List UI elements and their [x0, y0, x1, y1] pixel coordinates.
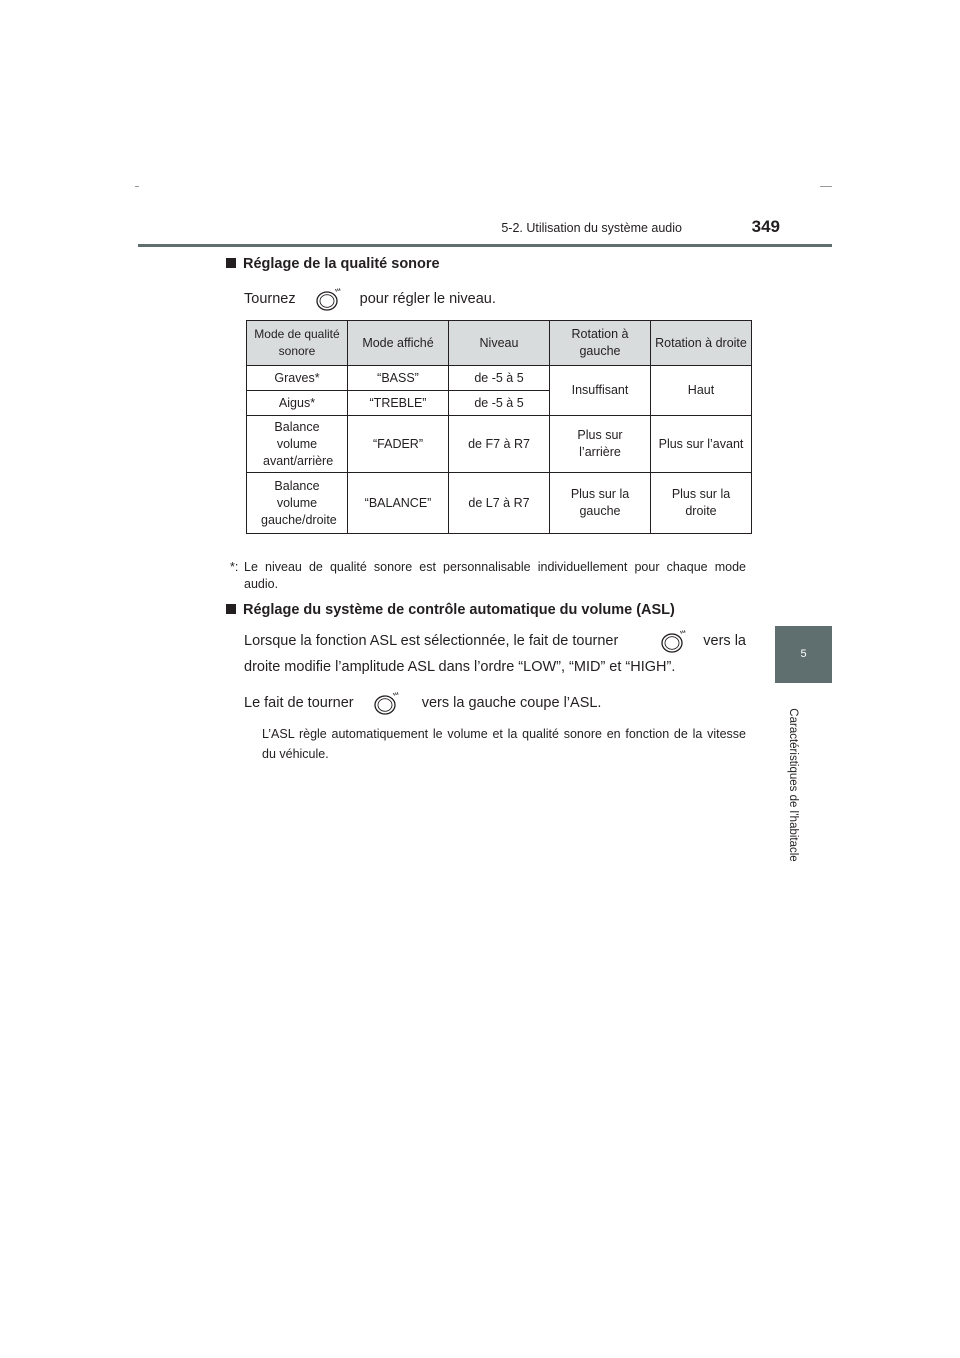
- table-cell: Balance volume avant/arrière: [247, 416, 348, 473]
- instruction-line: [244, 286, 496, 312]
- table-cell: “FADER”: [348, 416, 449, 473]
- asl-paragraph-1-line1: [244, 628, 746, 654]
- header-section-title: 5-2. Utilisation du système audio: [501, 221, 682, 235]
- section-title-sound-quality: [226, 256, 440, 272]
- tune-knob-icon: [372, 690, 400, 716]
- table-cell: Haut: [651, 366, 752, 416]
- instruction-before: Tournez: [244, 290, 296, 307]
- table-header-cell: Niveau: [449, 321, 550, 366]
- chapter-tab: 5: [775, 626, 832, 683]
- table-cell: Graves*: [247, 366, 348, 391]
- section-title-asl: [226, 602, 675, 618]
- table-header-row: [247, 321, 752, 366]
- table-header-cell: Mode affiché: [348, 321, 449, 366]
- page-number: 349: [751, 217, 780, 236]
- asl-paragraph-2: [244, 690, 601, 716]
- table-cell: Plus sur la gauche: [550, 473, 651, 534]
- asl-para2-after: vers la gauche coupe l’ASL.: [421, 695, 602, 711]
- table-cell: Aigus*: [247, 391, 348, 416]
- instruction-after: pour régler le niveau.: [359, 290, 496, 307]
- table-row: [247, 473, 752, 534]
- table-cell: Insuffisant: [550, 366, 651, 416]
- table-header-cell: Rotation à droite: [651, 321, 752, 366]
- sound-quality-table: [246, 320, 752, 534]
- table-cell: “BALANCE”: [348, 473, 449, 534]
- crop-mark-left: [135, 186, 139, 187]
- table-cell: Plus sur l’avant: [651, 416, 752, 473]
- footnote-marker: *:: [230, 560, 239, 574]
- asl-paragraph-1: [244, 628, 746, 680]
- asl-para2-before: Le fait de tourner: [244, 695, 354, 711]
- table-cell: de -5 à 5: [449, 366, 550, 391]
- chapter-label-wrap: [763, 690, 823, 880]
- chapter-label: Caractéristiques de l’habitacle: [787, 708, 799, 862]
- asl-note: L’ASL règle automatiquement le volume et la qualité sonore en fonction de la vitesse du véhicule.: [262, 727, 746, 761]
- section-title-text: Réglage de la qualité sonore: [243, 256, 440, 272]
- table-cell: “BASS”: [348, 366, 449, 391]
- footnote-text: Le niveau de qualité sonore est personnalisable individuellement pour chaque mode audio.: [244, 560, 746, 591]
- crop-mark-right: [820, 186, 832, 187]
- table-header-cell: Mode de qualité sonore: [247, 321, 348, 366]
- tune-knob-icon: [659, 628, 687, 654]
- asl-para1-after: vers la: [703, 633, 746, 649]
- square-bullet-icon: [226, 258, 236, 268]
- table-cell: “TREBLE”: [348, 391, 449, 416]
- table-header-cell: Rotation à gauche: [550, 321, 651, 366]
- table-footnote: [230, 559, 746, 593]
- asl-para1-before: Lorsque la fonction ASL est sélectionnée, le fait de tourner: [244, 633, 619, 649]
- table-cell: Balance volume gauche/droite: [247, 473, 348, 534]
- table-row: [247, 416, 752, 473]
- header-rule: [138, 244, 832, 247]
- table-cell: Plus sur la droite: [651, 473, 752, 534]
- table-cell: de F7 à R7: [449, 416, 550, 473]
- section-title-text: Réglage du système de contrôle automatique du volume (ASL): [243, 602, 675, 618]
- table-cell: Plus sur l’arrière: [550, 416, 651, 473]
- tune-knob-icon: [314, 286, 342, 312]
- table-row: [247, 366, 752, 391]
- table-cell: de -5 à 5: [449, 391, 550, 416]
- table-cell: de L7 à R7: [449, 473, 550, 534]
- asl-para1-end: [659, 628, 746, 654]
- square-bullet-icon: [226, 604, 236, 614]
- asl-paragraph-1-line2: droite modifie l’amplitude ASL dans l’ordre “LOW”, “MID” et “HIGH”.: [244, 659, 676, 675]
